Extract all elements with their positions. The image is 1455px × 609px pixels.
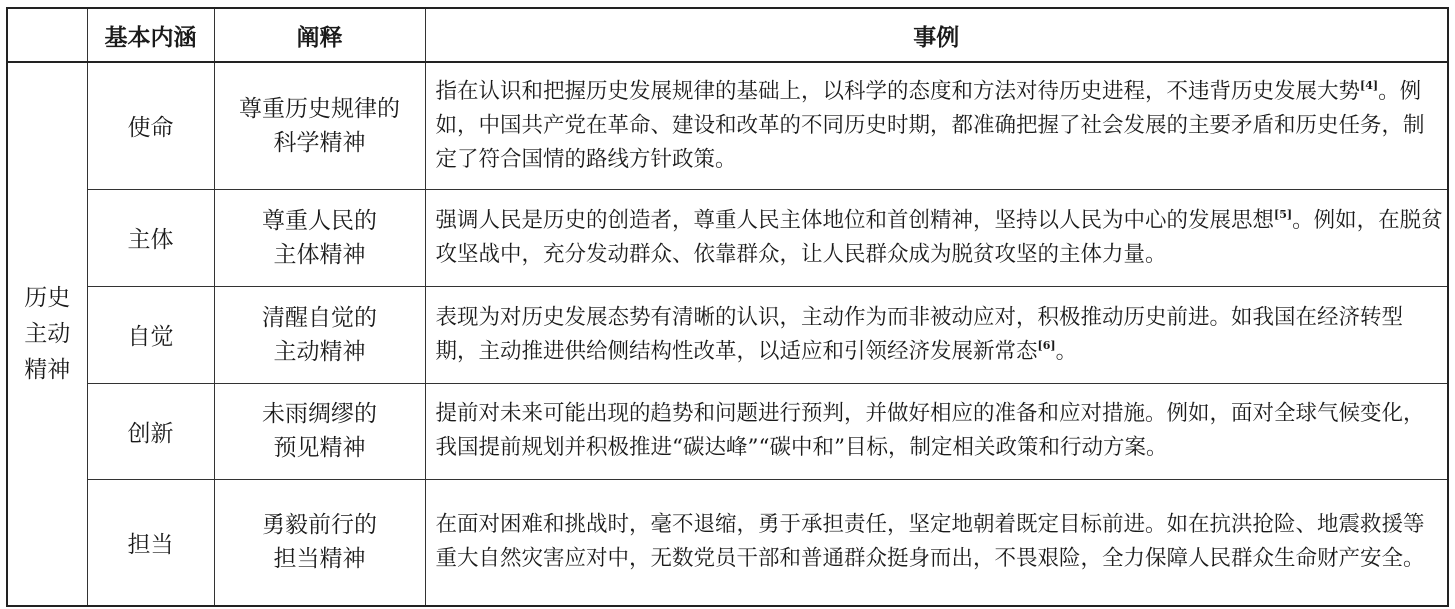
- footnote-ref[interactable]: [6]: [1037, 338, 1056, 352]
- example-text: 指在认识和把握历史发展规律的基础上，以科学的态度和方法对待历史进程，不违背历史发展大势: [435, 78, 1361, 104]
- history-initiative-table: [6, 7, 1449, 607]
- header-row: [7, 8, 1448, 62]
- explain-line: 主动精神: [273, 338, 366, 365]
- table-container: [6, 7, 1447, 603]
- example-cell: [425, 189, 1448, 286]
- content-cell: 使命: [87, 62, 214, 189]
- example-text: 。例如，在脱贫攻坚战中，充分发动群众、依靠群众，让人民群众成为脱贫攻坚的主体力量。: [435, 207, 1443, 267]
- explain-cell: [214, 62, 425, 189]
- footnote-ref[interactable]: [4]: [1360, 78, 1379, 92]
- explain-line: 主体精神: [273, 241, 366, 268]
- explain-line: 勇毅前行的: [262, 512, 377, 539]
- example-cell: [425, 383, 1448, 479]
- category-line: 精神: [24, 357, 71, 383]
- explain-line: 尊重人民的: [262, 207, 377, 234]
- explain-line: 清醒自觉的: [262, 304, 377, 331]
- header-explanation: 阐释: [214, 8, 425, 62]
- explain-line: 科学精神: [273, 129, 366, 156]
- table-row: [7, 189, 1448, 286]
- content-cell: 担当: [87, 479, 214, 606]
- header-blank: [7, 8, 87, 62]
- category-line: 主动: [24, 321, 71, 347]
- explain-line: 预见精神: [273, 435, 366, 461]
- explain-line: 未雨绸缪的: [262, 401, 377, 427]
- table-row: [7, 62, 1448, 189]
- footnote-ref[interactable]: [5]: [1274, 207, 1293, 221]
- explain-cell: [214, 286, 425, 383]
- example-cell: [425, 286, 1448, 383]
- table-row: [7, 286, 1448, 383]
- category-line: 历史: [24, 285, 71, 311]
- table-row: [7, 383, 1448, 479]
- header-basic-content: 基本内涵: [87, 8, 214, 62]
- example-text: 表现为对历史发展态势有清晰的认识，主动作为而非被动应对，积极推动历史前进。如我国在经济转型期，主动推进供给侧结构性改革，以适应和引领经济发展新常态: [435, 304, 1404, 364]
- table-row: [7, 479, 1448, 606]
- example-text: 。例如，中国共产党在革命、建设和改革的不同历史时期，都准确把握了社会发展的主要矛盾和历史任务，制定了符合国情的路线方针政策。: [435, 78, 1425, 172]
- header-example: 事例: [425, 8, 1448, 62]
- explain-line: 尊重历史规律的: [239, 95, 400, 122]
- content-cell: 自觉: [87, 286, 214, 383]
- explain-cell: [214, 479, 425, 606]
- explain-line: 担当精神: [273, 546, 366, 573]
- explain-cell: [214, 383, 425, 479]
- content-cell: 主体: [87, 189, 214, 286]
- category-cell: [7, 62, 87, 606]
- example-text: 在面对困难和挑战时，毫不退缩，勇于承担责任，坚定地朝着既定目标前进。如在抗洪抢险、地震救援等重大自然灾害应对中，无数党员干部和普通群众挺身而出，不畏艰险，全力保障人民群众生命财产安全。: [435, 512, 1425, 572]
- example-text: 提前对未来可能出现的趋势和问题进行预判，并做好相应的准备和应对措施。例如，面对全球气候变化，我国提前规划并积极推进“碳达峰”“碳中和”目标，制定相关政策和行动方案。: [435, 401, 1425, 460]
- content-cell: 创新: [87, 383, 214, 479]
- example-cell: [425, 479, 1448, 606]
- explain-cell: [214, 189, 425, 286]
- example-cell: [425, 62, 1448, 189]
- example-text: 。: [1055, 338, 1078, 364]
- example-text: 强调人民是历史的创造者，尊重人民主体地位和首创精神，坚持以人民为中心的发展思想: [435, 207, 1275, 233]
